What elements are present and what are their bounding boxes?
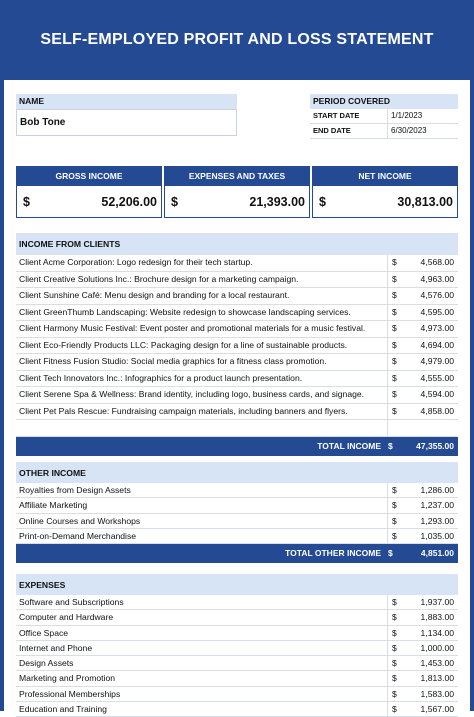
gross-income-value: 52,206.00 — [101, 194, 157, 209]
row-description[interactable]: Client Pet Pals Rescue: Fundraising campaign materials, including banners and flyers. — [19, 405, 348, 416]
table-row — [16, 671, 458, 686]
table-row — [16, 387, 458, 404]
currency-symbol: $ — [387, 702, 409, 716]
table-row — [16, 610, 458, 625]
row-description[interactable]: Client Sunshine Café: Menu design and branding for a local restaurant. — [19, 290, 290, 300]
currency-symbol: $ — [171, 194, 178, 209]
right-border — [470, 80, 474, 711]
row-amount[interactable]: 4,594.00 — [420, 389, 454, 399]
currency-symbol: $ — [23, 194, 30, 209]
table-row — [16, 420, 458, 437]
left-border — [0, 80, 4, 711]
row-amount[interactable]: 4,576.00 — [420, 290, 454, 300]
row-description[interactable]: Royalties from Design Assets — [19, 485, 131, 495]
client-income-header: INCOME FROM CLIENTS — [16, 233, 458, 255]
name-label: NAME — [16, 94, 237, 109]
row-description[interactable]: Internet and Phone — [19, 642, 93, 653]
table-row — [16, 404, 458, 421]
net-income-value: 30,813.00 — [397, 194, 453, 209]
expenses-header: EXPENSES — [16, 574, 458, 595]
row-amount[interactable]: 1,883.00 — [420, 612, 454, 623]
total-income-value: 47,355.00 — [416, 440, 454, 451]
table-row — [16, 595, 458, 610]
expenses-section — [16, 574, 458, 717]
expenses-taxes-card — [164, 166, 310, 218]
row-amount[interactable]: 4,979.00 — [420, 356, 454, 366]
currency-symbol: $ — [387, 272, 409, 288]
currency-symbol: $ — [387, 626, 409, 640]
row-amount[interactable]: 1,937.00 — [420, 597, 454, 607]
currency-symbol: $ — [387, 255, 409, 271]
period-covered — [310, 94, 458, 139]
currency-symbol: $ — [387, 498, 409, 512]
row-description[interactable]: Affiliate Marketing — [19, 500, 88, 511]
start-date-label: START DATE — [313, 111, 360, 120]
end-date-field[interactable]: 6/30/2023 — [387, 124, 458, 138]
row-amount[interactable]: 4,595.00 — [420, 306, 454, 317]
table-row — [16, 641, 458, 656]
table-row — [16, 514, 458, 529]
row-description[interactable]: Client Creative Solutions Inc.: Brochure design for a marketing campaign. — [19, 273, 299, 284]
row-description[interactable]: Software and Subscriptions — [19, 597, 124, 607]
table-row — [16, 354, 458, 371]
table-row — [16, 626, 458, 641]
row-amount[interactable]: 4,963.00 — [420, 273, 454, 284]
currency-symbol: $ — [319, 194, 326, 209]
row-description[interactable]: Client Acme Corporation: Logo redesign for their tech startup. — [19, 257, 253, 267]
row-amount[interactable] — [409, 420, 458, 436]
table-row — [16, 702, 458, 717]
table-row — [16, 288, 458, 305]
row-description[interactable]: Print-on-Demand Merchandise — [19, 530, 137, 541]
table-row — [16, 371, 458, 388]
currency-symbol: $ — [387, 687, 409, 701]
row-amount[interactable]: 1,813.00 — [420, 673, 454, 684]
name-field[interactable]: Bob Tone — [16, 109, 237, 136]
currency-symbol: $ — [387, 404, 409, 420]
row-description[interactable]: Computer and Hardware — [19, 612, 114, 623]
start-date-row — [310, 109, 458, 124]
currency-symbol: $ — [387, 514, 409, 528]
row-amount[interactable]: 1,583.00 — [420, 688, 454, 699]
currency-symbol: $ — [387, 656, 409, 670]
page-title: SELF-EMPLOYED PROFIT AND LOSS STATEMENT — [0, 0, 474, 80]
other-income-section — [16, 462, 458, 563]
summary-bar — [16, 166, 458, 218]
table-row — [16, 529, 458, 544]
row-description[interactable]: Client Fitness Fusion Studio: Social media graphics for a fitness class promotion. — [19, 356, 327, 366]
row-amount[interactable]: 4,973.00 — [420, 323, 454, 333]
currency-symbol: $ — [387, 371, 409, 387]
currency-symbol: $ — [387, 595, 409, 609]
row-description[interactable]: Client Harmony Music Festival: Event poster and promotional materials for a music festival. — [19, 323, 366, 333]
row-description[interactable]: Client Serene Spa & Wellness: Brand identity, including logo, business cards, and signage. — [19, 389, 365, 399]
end-date-row — [310, 124, 458, 139]
row-description[interactable]: Marketing and Promotion — [19, 673, 116, 684]
row-amount[interactable]: 4,858.00 — [420, 405, 454, 416]
currency-symbol: $ — [387, 387, 409, 403]
row-description[interactable]: Client Eco-Friendly Products LLC: Packaging design for a line of sustainable products. — [19, 339, 348, 350]
currency-symbol: $ — [387, 483, 409, 497]
row-description[interactable]: Client GreenThumb Landscaping: Website redesign to showcase landscaping services. — [19, 306, 351, 317]
row-description[interactable]: Office Space — [19, 627, 69, 638]
row-amount[interactable]: 1,453.00 — [420, 658, 454, 669]
row-amount[interactable]: 4,694.00 — [420, 339, 454, 350]
currency-symbol: $ — [387, 641, 409, 655]
row-amount[interactable]: 1,134.00 — [420, 627, 454, 638]
currency-symbol: $ — [387, 321, 409, 337]
total-other-income-row — [16, 544, 458, 563]
end-date-label: END DATE — [313, 126, 351, 135]
start-date-field[interactable]: 1/1/2023 — [387, 109, 458, 123]
row-amount[interactable]: 4,555.00 — [420, 372, 454, 383]
currency-symbol: $ — [387, 288, 409, 304]
table-row — [16, 321, 458, 338]
table-row — [16, 687, 458, 702]
total-other-income-value: 4,851.00 — [420, 548, 454, 559]
table-row — [16, 338, 458, 355]
row-description[interactable]: Education and Training — [19, 704, 107, 715]
row-amount[interactable]: 1,567.00 — [420, 704, 454, 715]
row-amount[interactable]: 1,237.00 — [420, 500, 454, 511]
row-amount[interactable]: 1,286.00 — [420, 485, 454, 495]
total-other-income-label: TOTAL OTHER INCOME — [285, 548, 381, 559]
expenses-taxes-value: 21,393.00 — [249, 194, 305, 209]
period-label: PERIOD COVERED — [310, 94, 458, 109]
net-income-label: NET INCOME — [313, 167, 457, 186]
currency-symbol: $ — [388, 548, 393, 559]
currency-symbol: $ — [387, 671, 409, 685]
table-row — [16, 305, 458, 322]
currency-symbol: $ — [387, 338, 409, 354]
row-description[interactable]: Design Assets — [19, 658, 74, 669]
total-income-label: TOTAL INCOME — [317, 440, 381, 451]
gross-income-label: GROSS INCOME — [17, 167, 161, 186]
currency-symbol: $ — [387, 610, 409, 624]
client-income-section — [16, 233, 458, 456]
expenses-taxes-label: EXPENSES AND TAXES — [165, 167, 309, 186]
table-row — [16, 656, 458, 671]
gross-income-card — [16, 166, 162, 218]
row-amount[interactable]: 1,000.00 — [420, 642, 454, 653]
row-description[interactable]: Professional Memberships — [19, 688, 121, 699]
net-income-card — [312, 166, 458, 218]
row-description[interactable] — [16, 420, 387, 436]
row-description[interactable]: Client Tech Innovators Inc.: Infographics for a product launch presentation. — [19, 372, 303, 383]
currency-symbol — [387, 420, 409, 436]
table-row — [16, 255, 458, 272]
table-row — [16, 483, 458, 498]
row-amount[interactable]: 1,035.00 — [420, 530, 454, 541]
currency-symbol: $ — [387, 354, 409, 370]
row-amount[interactable]: 1,293.00 — [420, 515, 454, 526]
table-row — [16, 272, 458, 289]
table-row — [16, 498, 458, 513]
currency-symbol: $ — [388, 440, 393, 451]
row-description[interactable]: Online Courses and Workshops — [19, 515, 141, 526]
other-income-header: OTHER INCOME — [16, 462, 458, 483]
currency-symbol: $ — [387, 529, 409, 543]
total-income-row — [16, 437, 458, 456]
row-amount[interactable]: 4,568.00 — [420, 257, 454, 267]
currency-symbol: $ — [387, 305, 409, 321]
